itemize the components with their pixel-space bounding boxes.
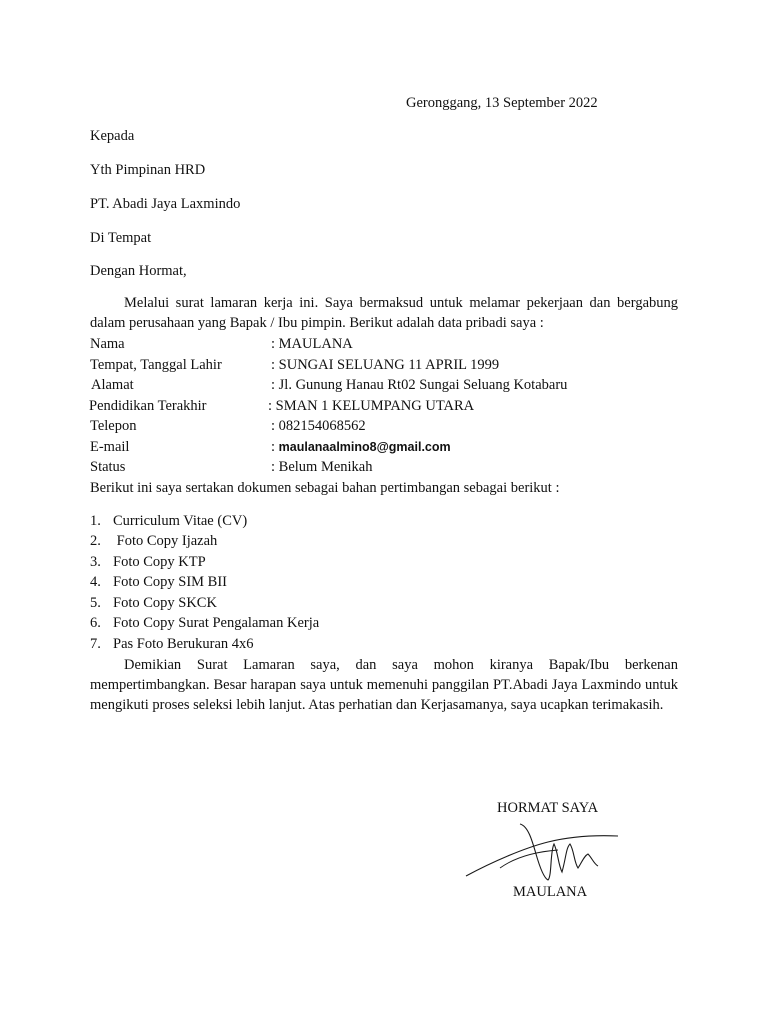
- field-label: Telepon: [90, 418, 137, 434]
- field-value: : MAULANA: [271, 336, 353, 352]
- field-label: Nama: [90, 336, 125, 352]
- list-number: 6.: [90, 615, 101, 631]
- list-item: [90, 593, 217, 613]
- intro-paragraph: Melalui surat lamaran kerja ini. Saya bermaksud untuk melamar pekerjaan dan bergabung dalam perusahaan yang Bapak / Ibu pimpin. Berikut adalah data pribadi saya :: [90, 295, 678, 331]
- signoff-name: MAULANA: [513, 884, 588, 900]
- list-number: 1.: [90, 513, 101, 529]
- list-number: 7.: [90, 636, 101, 652]
- closing-paragraph: Demikian Surat Lamaran saya, dan saya mohon kiranya Bapak/Ibu berkenan mempertimbangkan. Besar harapan saya untuk memenuhi panggilan PT.Abadi Jaya Laxmindo untuk mengikuti proses seleksi lebih lanjut. Atas perhatian dan Kerjasamanya, saya ucapkan terimakasih.: [90, 657, 678, 713]
- recipient-location: Di Tempat: [90, 230, 152, 246]
- list-item: [90, 634, 254, 654]
- greeting: Dengan Hormat,: [90, 263, 187, 279]
- recipient-name: Yth Pimpinan HRD: [90, 162, 206, 178]
- list-item: [90, 572, 227, 592]
- list-number: 4.: [90, 574, 101, 590]
- list-text: Pas Foto Berukuran 4x6: [113, 636, 254, 652]
- email-address: maulanaalmino8@gmail.com: [278, 440, 451, 454]
- list-text: Foto Copy KTP: [113, 554, 206, 570]
- place-date: Geronggang, 13 September 2022: [406, 95, 598, 111]
- field-label: Status: [90, 459, 126, 475]
- list-text: Foto Copy SKCK: [113, 595, 217, 611]
- field-value: : SUNGAI SELUANG 11 APRIL 1999: [271, 357, 500, 373]
- signoff-salutation: HORMAT SAYA: [497, 800, 599, 816]
- list-number: 5.: [90, 595, 101, 611]
- list-item: [90, 531, 217, 551]
- list-text: Foto Copy Ijazah: [113, 533, 218, 549]
- list-item: [90, 552, 206, 572]
- list-text: Foto Copy Surat Pengalaman Kerja: [113, 615, 320, 631]
- signature-image: [462, 818, 622, 882]
- field-value: : Jl. Gunung Hanau Rt02 Sungai Seluang Kotabaru: [271, 377, 568, 393]
- recipient-to: Kepada: [90, 128, 135, 144]
- list-item: [90, 613, 319, 633]
- list-number: 2.: [90, 533, 101, 549]
- field-value: : Belum Menikah: [271, 459, 373, 475]
- email-colon: :: [271, 439, 276, 455]
- list-text: Foto Copy SIM BII: [113, 574, 228, 590]
- list-text: Curriculum Vitae (CV): [113, 513, 248, 529]
- field-value: [271, 437, 451, 457]
- documents-intro: Berikut ini saya sertakan dokumen sebagai bahan pertimbangan sebagai berikut :: [90, 480, 560, 496]
- list-item: [90, 511, 247, 531]
- list-number: 3.: [90, 554, 101, 570]
- field-label: Tempat, Tanggal Lahir: [90, 357, 222, 373]
- field-value: : SMAN 1 KELUMPANG UTARA: [268, 398, 475, 414]
- field-value: : 082154068562: [271, 418, 366, 434]
- field-label: Pendidikan Terakhir: [89, 398, 207, 414]
- field-label: E-mail: [90, 439, 130, 455]
- field-label: Alamat: [91, 377, 134, 393]
- recipient-company: PT. Abadi Jaya Laxmindo: [90, 196, 241, 212]
